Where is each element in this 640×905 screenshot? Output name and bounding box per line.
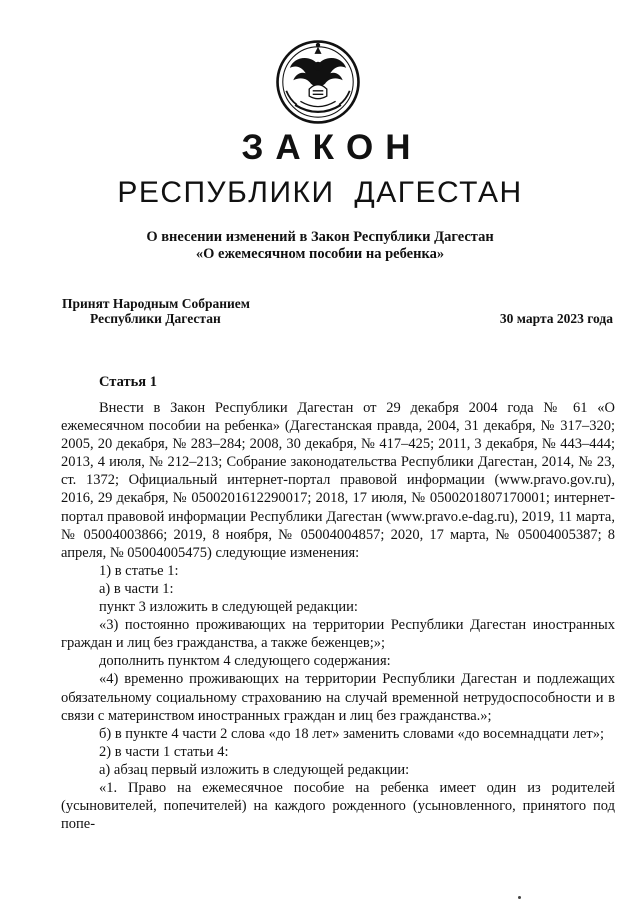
article-heading: Статья 1 xyxy=(99,374,157,390)
article-intro-paragraph: Внести в Закон Республики Дагестан от 29 декабря 2004 года № 61 «О ежемесячном пособии на ребенка» (Дагестанская правда, 2004, 31 декабря, № 317–320; 2005, 20 декабря, № 283–284; 2008, 30 декабря, № 417–425; 2011, 3 декабря, № 443–444; 2013, 4 июля, № 212–213; Собрание законодательства Республики Дагестан, 2014, № 23, ст. 1372; Официальный интернет-портал правовой информации (www.pravo.gov.ru), 2016, 29 декабря, № 0500201612290017; 2018, 17 июля, № 0500201807170001; интернет-портал правовой информации Республики Дагестан (www.pravo.e-dag.ru), 2019, 11 марта, № 05004003866; 2019, 8 ноября, № 05004004857; 2020, 17 марта, № 05004005387; 8 апреля, № 05004005475) следующие изменения: xyxy=(61,400,615,561)
amendment-text-3: «3) постоянно проживающих на территории Республики Дагестан иностранных граждан и лиц без гражданства, а также беженцев;»; xyxy=(61,617,615,652)
amendment-subitem-a: а) в части 1: xyxy=(99,580,174,597)
amendment-text-part-1: «1. Право на ежемесячное пособие на ребенка имеет один из родителей (усыновителей, попечителей) на каждого рожденного (усыновленного, принятого под попе- xyxy=(61,779,615,833)
adoption-date: 30 марта 2023 года xyxy=(499,311,613,326)
adoption-line-1: Принят Народным Собранием xyxy=(62,296,250,311)
amendment-item-2: 2) в части 1 статьи 4: xyxy=(99,743,229,760)
scan-speck xyxy=(518,896,521,899)
law-name-line-1: О внесении изменений в Закон Республики Дагестан xyxy=(146,229,494,245)
article-body xyxy=(61,399,615,833)
republic-title: РЕСПУБЛИКИ ДАГЕСТАН xyxy=(117,176,523,209)
law-name xyxy=(0,229,640,263)
amendment-text-4: «4) временно проживающих на территории Республики Дагестан и подлежащих обязательному социальному страхованию на случай временной нетрудоспособности и в связи с материнством иностранных граждан и лиц без гражданства.»; xyxy=(61,671,615,724)
document-type-title: ЗАКОН xyxy=(241,128,423,167)
law-name-line-2: «О ежемесячном пособии на ребенка» xyxy=(195,246,445,262)
coat-of-arms-icon xyxy=(274,38,362,126)
amendment-subitem-b: б) в пункте 4 части 2 слова «до 18 лет» заменить словами «до восемнадцати лет»; xyxy=(99,725,605,742)
amendment-instruction: дополнить пунктом 4 следующего содержания: xyxy=(99,653,391,670)
amendment-subitem-a: а) абзац первый изложить в следующей редакции: xyxy=(99,761,410,778)
adoption-line-2: Республики Дагестан xyxy=(90,311,221,326)
amendment-item-1: 1) в статье 1: xyxy=(99,562,179,579)
adoption-note xyxy=(62,296,250,326)
amendment-instruction: пункт 3 изложить в следующей редакции: xyxy=(99,599,358,616)
